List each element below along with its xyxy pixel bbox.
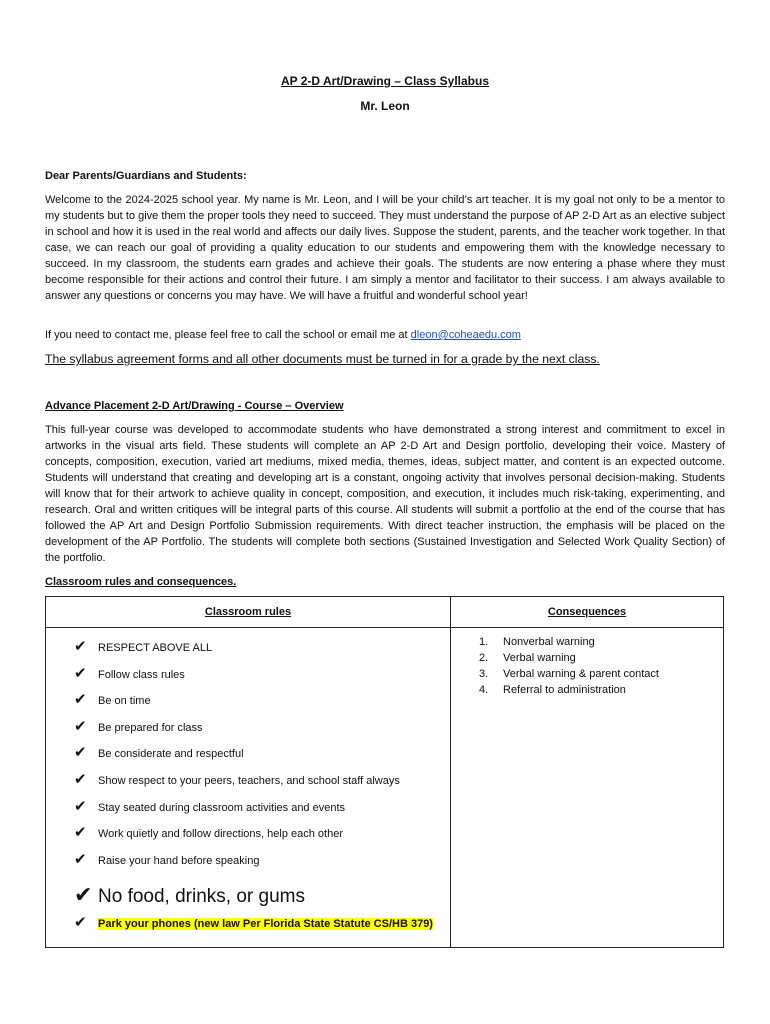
checkmark-icon: ✔ bbox=[74, 797, 87, 815]
consequence-number: 3. bbox=[479, 668, 489, 680]
consequences-column-header: Consequences bbox=[451, 597, 724, 628]
checkmark-icon: ✔ bbox=[74, 744, 87, 762]
checkmark-icon: ✔ bbox=[74, 914, 87, 932]
rule-text: Work quietly and follow directions, help each other bbox=[98, 828, 343, 841]
consequence-item bbox=[479, 650, 723, 666]
rule-text: Show respect to your peers, teachers, and school staff always bbox=[98, 774, 400, 787]
checkmark-icon: ✔ bbox=[74, 770, 87, 788]
rule-item bbox=[74, 914, 450, 941]
rule-text: RESPECT ABOVE ALL bbox=[98, 642, 213, 654]
contact-text: If you need to contact me, please feel free to call the school or email me at bbox=[45, 329, 411, 341]
overview-paragraph: This full-year course was developed to accommodate students who have demonstrated a strong interest and commitment to excel in artworks in the visual arts field. These students will complete an AP 2-D Art and Design portfolio, developing their voice. Mastery of concepts, composition, execution, varied art mediums, mixed media, themes, ideas, subject matter, and content is an expected outcome. Students will understand that creating and developing art is a constant, ongoing activity that involves personal decision-making. Students will know that for their artwork to achieve quality in concept, composition, and execution, it includes much risk-taking, experimenting, and research. Oral and written critiques will be integral parts of this course. All students will submit a portfolio at the end of the course that has followed the AP Art and Design Portfolio Submission requirements. With direct teacher instruction, the emphasis will be placed on the development of the AP Portfolio. The students will complete both sections (Sustained Investigation and Selected Work Quality Section) of the portfolio. bbox=[45, 424, 725, 564]
syllabus-notice: The syllabus agreement forms and all other documents must be turned in for a grade by the next class. bbox=[45, 352, 600, 366]
rules-cell bbox=[46, 628, 451, 948]
checkmark-icon: ✔ bbox=[74, 638, 87, 655]
rule-item bbox=[74, 881, 450, 914]
rule-text: Be considerate and respectful bbox=[98, 748, 244, 761]
consequence-text: Verbal warning & parent contact bbox=[503, 668, 659, 680]
consequence-number: 1. bbox=[479, 636, 489, 648]
consequence-number: 2. bbox=[479, 652, 489, 664]
consequences-list bbox=[451, 628, 723, 698]
rule-text: Follow class rules bbox=[98, 668, 185, 681]
rules-list bbox=[46, 628, 450, 947]
checkmark-icon: ✔ bbox=[74, 882, 93, 908]
consequence-text: Nonverbal warning bbox=[503, 636, 595, 648]
rule-text: Be prepared for class bbox=[98, 721, 203, 734]
checkmark-icon: ✔ bbox=[74, 717, 87, 735]
checkmark-icon: ✔ bbox=[74, 850, 87, 868]
rule-item bbox=[74, 718, 450, 745]
rule-item bbox=[74, 744, 450, 771]
consequence-item bbox=[479, 666, 723, 682]
contact-line bbox=[45, 327, 725, 343]
rule-item bbox=[74, 851, 450, 878]
rule-item bbox=[74, 691, 450, 718]
rules-table bbox=[45, 596, 724, 948]
checkmark-icon: ✔ bbox=[74, 664, 87, 682]
rule-item bbox=[74, 824, 450, 851]
consequence-text: Verbal warning bbox=[503, 652, 576, 664]
checkmark-icon: ✔ bbox=[74, 691, 87, 709]
rule-text: Be on time bbox=[98, 695, 151, 708]
rule-item bbox=[74, 665, 450, 692]
consequence-number: 4. bbox=[479, 684, 489, 696]
rule-item bbox=[74, 771, 450, 798]
salutation: Dear Parents/Guardians and Students: bbox=[45, 170, 247, 182]
consequence-text: Referral to administration bbox=[503, 684, 626, 696]
document-title: AP 2-D Art/Drawing – Class Syllabus bbox=[280, 74, 490, 88]
rule-text: Stay seated during classroom activities and events bbox=[98, 801, 346, 814]
rules-heading: Classroom rules and consequences. bbox=[45, 576, 237, 588]
consequence-item bbox=[479, 682, 723, 698]
welcome-paragraph: Welcome to the 2024-2025 school year. My name is Mr. Leon, and I will be your child’s art teacher. It is my goal not only to be a mentor to my students but to give them the proper tools they need to succeed. They must understand the purpose of AP 2-D Art as an elective subject in school and how it is used in the real world and affects our daily lives. Suppose the student, parents, and the teacher work together. In that case, we can reach our goal of providing a quality education to our students and empowering them with the knowledge necessary to succeed. In my classroom, the students earn grades and achieve their goals. The students are now entering a phase where they must become responsible for their actions and control their future. I am simply a mentor and facilitator to their success. I am always available to answer any questions or concerns you may have. We will have a fruitful and wonderful school year! bbox=[45, 194, 725, 302]
consequences-cell bbox=[451, 628, 724, 948]
rule-item bbox=[74, 638, 450, 665]
consequence-item bbox=[479, 634, 723, 650]
checkmark-icon: ✔ bbox=[74, 824, 87, 842]
email-link[interactable]: dleon@coheaedu.com bbox=[410, 329, 521, 341]
rules-column-header: Classroom rules bbox=[46, 597, 451, 628]
rule-text: Raise your hand before speaking bbox=[98, 854, 260, 867]
rule-text: Park your phones (new law Per Florida State Statute CS/HB 379) bbox=[98, 918, 433, 931]
overview-heading: Advance Placement 2-D Art/Drawing - Course – Overview bbox=[45, 400, 344, 412]
rule-item bbox=[74, 798, 450, 825]
teacher-name: Mr. Leon bbox=[360, 99, 410, 113]
rule-text: No food, drinks, or gums bbox=[98, 886, 305, 908]
